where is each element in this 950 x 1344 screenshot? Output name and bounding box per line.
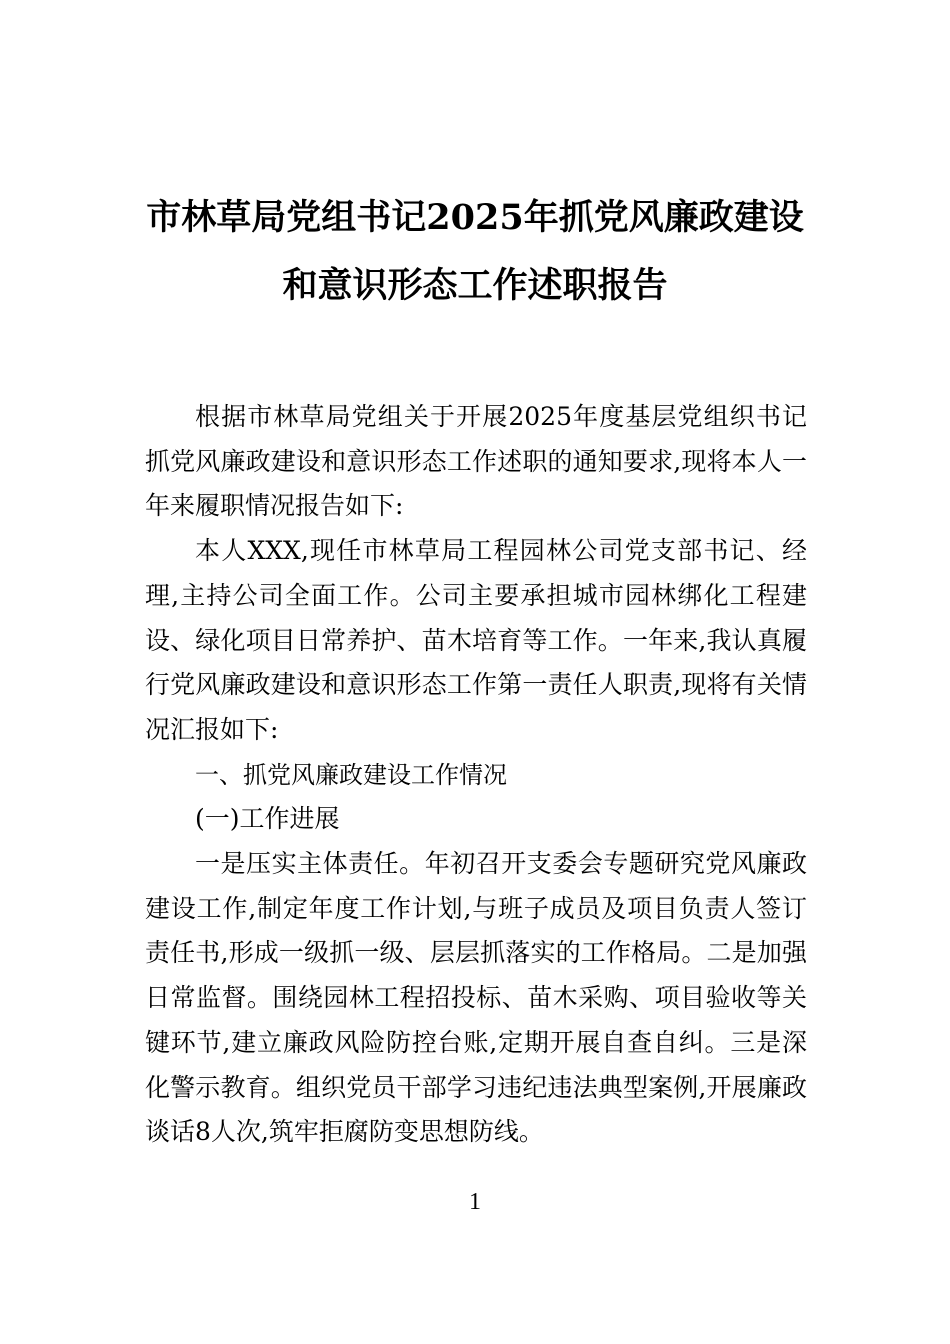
section-heading: 一、抓党风廉政建设工作情况 <box>195 760 507 789</box>
progress-paragraph: 一是压实主体责任。年初召开支委会专题研究党风廉政建设工作,制定年度工作计划,与班子成员及项目负责人签订责任书,形成一级抓一级、层层抓落实的工作格局。二是加强日常监督。围绕园林工程招投标、苗木采购、项目验收等关键环节,建立廉政风险防控台账,定期开展自查自纠。三是深化警示教育。组织党员干部学习违纪违法典型案例,开展廉政谈话8人次,筑牢拒腐防变思想防线。 <box>145 849 807 1147</box>
document-body <box>145 395 807 1155</box>
self-introduction-paragraph: 本人XXX,现任市林草局工程园林公司党支部书记、经理,主持公司全面工作。公司主要承担城市园林绑化工程建设、绿化项目日常养护、苗木培育等工作。一年来,我认真履行党风廉政建设和意识形态工作第一责任人职责,现将有关情况汇报如下: <box>145 536 807 744</box>
intro-paragraph: 根据市林草局党组关于开展2025年度基层党组织书记抓党风廉政建设和意识形态工作述职的通知要求,现将本人一年来履职情况报告如下: <box>145 402 807 521</box>
subsection-heading: (一)工作进展 <box>195 804 340 834</box>
document-title-line-2: 和意识形态工作述职报告 <box>282 265 668 306</box>
document-title-line-1: 市林草局党组书记2025年抓党风廉政建设 <box>146 197 804 238</box>
page-number: 1 <box>469 1189 481 1215</box>
